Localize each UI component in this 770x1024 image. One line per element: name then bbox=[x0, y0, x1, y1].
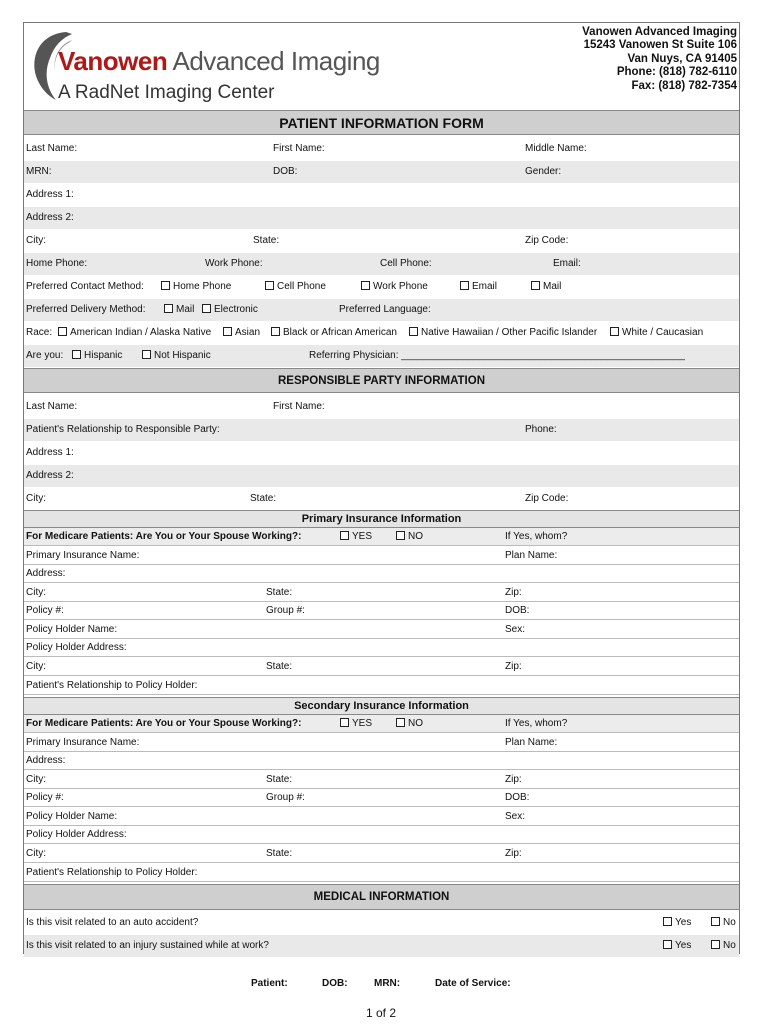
gender-field[interactable]: Gender: bbox=[525, 166, 562, 177]
insurance-zip-field[interactable]: Zip: bbox=[505, 587, 522, 598]
race-row bbox=[24, 322, 739, 344]
holder-city-field[interactable]: City: bbox=[26, 848, 46, 859]
first-name-field[interactable]: First Name: bbox=[273, 143, 325, 154]
patient-id-row bbox=[24, 161, 739, 183]
holder-name-field[interactable]: Policy Holder Name: bbox=[26, 811, 118, 822]
contact-home-phone-checkbox[interactable] bbox=[161, 276, 231, 298]
checkbox-icon bbox=[396, 718, 405, 727]
insurance-name-field[interactable]: Primary Insurance Name: bbox=[26, 550, 140, 561]
email-field[interactable]: Email: bbox=[553, 258, 581, 269]
home-phone-field[interactable]: Home Phone: bbox=[26, 258, 88, 269]
primary-insurance-title: Primary Insurance Information bbox=[24, 510, 739, 528]
auto-accident-no-checkbox[interactable] bbox=[711, 912, 736, 934]
holder-relationship-field[interactable]: Patient's Relationship to Policy Holder: bbox=[26, 680, 198, 691]
logo-name-part2: Advanced Imaging bbox=[172, 46, 380, 76]
delivery-method-row bbox=[24, 299, 739, 321]
insurance-state-field[interactable]: State: bbox=[266, 587, 293, 598]
medical-info-title: MEDICAL INFORMATION bbox=[24, 884, 739, 910]
insurance-address-field[interactable]: Address: bbox=[26, 568, 66, 579]
option-label: Cell Phone bbox=[277, 281, 326, 292]
plan-name-field[interactable]: Plan Name: bbox=[505, 550, 558, 561]
work-injury-question: Is this visit related to an injury sustained while at work? bbox=[26, 940, 269, 951]
checkbox-icon bbox=[202, 304, 211, 313]
address2-field[interactable]: Address 2: bbox=[26, 212, 74, 223]
secondary-relationship-row bbox=[24, 863, 739, 882]
medicare-question: For Medicare Patients: Are You or Your Spouse Working?: bbox=[26, 718, 302, 729]
zip-field[interactable]: Zip Code: bbox=[525, 235, 569, 246]
checkbox-icon bbox=[58, 327, 67, 336]
delivery-method-label: Preferred Delivery Method: bbox=[26, 304, 146, 315]
dob-field[interactable]: DOB: bbox=[273, 166, 298, 177]
race-label: Race: bbox=[26, 327, 53, 338]
language-field[interactable]: Preferred Language: bbox=[339, 304, 431, 315]
checkbox-icon bbox=[663, 917, 672, 926]
footer-mrn: MRN: bbox=[374, 978, 401, 989]
holder-dob-field[interactable]: DOB: bbox=[505, 792, 530, 803]
option-label: NO bbox=[408, 718, 423, 729]
option-label: Home Phone bbox=[173, 281, 232, 292]
secondary-policy-row bbox=[24, 789, 739, 807]
holder-sex-field[interactable]: Sex: bbox=[505, 811, 526, 822]
checkbox-icon bbox=[460, 281, 469, 290]
footer-dob: DOB: bbox=[322, 978, 348, 989]
holder-city-field[interactable]: City: bbox=[26, 661, 46, 672]
work-phone-field[interactable]: Work Phone: bbox=[205, 258, 263, 269]
contact-work-phone-checkbox[interactable] bbox=[361, 276, 428, 298]
rp-city-field[interactable]: City: bbox=[26, 493, 46, 504]
insurance-city-field[interactable]: City: bbox=[26, 774, 46, 785]
checkbox-icon bbox=[271, 327, 280, 336]
holder-relationship-field[interactable]: Patient's Relationship to Policy Holder: bbox=[26, 867, 198, 878]
holder-zip-field[interactable]: Zip: bbox=[505, 661, 522, 672]
checkbox-icon bbox=[409, 327, 418, 336]
address1-field[interactable]: Address 1: bbox=[26, 189, 74, 200]
if-yes-whom-field[interactable]: If Yes, whom? bbox=[505, 531, 568, 542]
race-option-checkbox[interactable] bbox=[271, 322, 397, 344]
auto-accident-yes-checkbox[interactable] bbox=[663, 912, 691, 934]
checkbox-icon bbox=[142, 350, 151, 359]
address-line: Vanowen Advanced Imaging bbox=[582, 26, 737, 38]
policy-number-field[interactable]: Policy #: bbox=[26, 792, 64, 803]
rp-address1-field[interactable]: Address 1: bbox=[26, 447, 74, 458]
primary-holder-city-row bbox=[24, 657, 739, 676]
checkbox-icon bbox=[396, 531, 405, 540]
work-injury-yes-checkbox[interactable] bbox=[663, 935, 691, 957]
mrn-field[interactable]: MRN: bbox=[26, 166, 52, 177]
city-field[interactable]: City: bbox=[26, 235, 46, 246]
group-number-field[interactable]: Group #: bbox=[266, 605, 305, 616]
responsible-city-row bbox=[24, 488, 739, 510]
secondary-name-row bbox=[24, 733, 739, 752]
company-logo bbox=[26, 26, 380, 110]
contact-email-checkbox[interactable] bbox=[460, 276, 497, 298]
rp-first-name-field[interactable]: First Name: bbox=[273, 401, 325, 412]
primary-yes-checkbox[interactable] bbox=[340, 528, 372, 546]
primary-medicare-row bbox=[24, 528, 739, 546]
hispanic-checkbox[interactable] bbox=[72, 345, 122, 367]
option-label: American Indian / Alaska Native bbox=[70, 327, 212, 338]
address-line: 15243 Vanowen St Suite 106 bbox=[583, 39, 737, 52]
contact-cell-phone-checkbox[interactable] bbox=[265, 276, 326, 298]
checkbox-icon bbox=[340, 718, 349, 727]
holder-zip-field[interactable]: Zip: bbox=[505, 848, 522, 859]
option-label: No bbox=[723, 917, 736, 928]
state-field[interactable]: State: bbox=[253, 235, 280, 246]
secondary-city-row bbox=[24, 770, 739, 789]
holder-sex-field[interactable]: Sex: bbox=[505, 624, 526, 635]
option-label: NO bbox=[408, 531, 423, 542]
option-label: Electronic bbox=[214, 304, 258, 315]
checkbox-icon bbox=[265, 281, 274, 290]
work-injury-no-checkbox[interactable] bbox=[711, 935, 736, 957]
address1-row bbox=[24, 184, 739, 206]
primary-policy-row bbox=[24, 602, 739, 620]
rp-last-name-field[interactable]: Last Name: bbox=[26, 401, 78, 412]
option-label: Yes bbox=[675, 917, 692, 928]
primary-holder-row bbox=[24, 620, 739, 639]
primary-holder-address-row bbox=[24, 639, 739, 657]
policy-number-field[interactable]: Policy #: bbox=[26, 605, 64, 616]
option-label: Mail bbox=[176, 304, 195, 315]
logo-name-part1: Vanowen bbox=[58, 46, 168, 76]
auto-accident-question: Is this visit related to an auto accident? bbox=[26, 917, 199, 928]
cell-phone-field[interactable]: Cell Phone: bbox=[380, 258, 432, 269]
holder-address-field[interactable]: Policy Holder Address: bbox=[26, 829, 127, 840]
logo-name bbox=[58, 46, 380, 77]
insurance-address-field[interactable]: Address: bbox=[26, 755, 66, 766]
option-label: Email bbox=[472, 281, 498, 292]
primary-address-row bbox=[24, 565, 739, 583]
checkbox-icon bbox=[223, 327, 232, 336]
address-line: Phone: (818) 782-6110 bbox=[616, 66, 737, 79]
option-label: Yes bbox=[675, 940, 692, 951]
rp-state-field[interactable]: State: bbox=[250, 493, 277, 504]
logo-tagline: A RadNet Imaging Center bbox=[58, 82, 275, 103]
contact-method-row bbox=[24, 276, 739, 298]
rp-relationship-field[interactable]: Patient's Relationship to Responsible Party: bbox=[26, 424, 220, 435]
contact-method-label: Preferred Contact Method: bbox=[26, 281, 144, 292]
option-label: Hispanic bbox=[84, 350, 123, 361]
middle-name-field[interactable]: Middle Name: bbox=[525, 143, 587, 154]
secondary-insurance-title: Secondary Insurance Information bbox=[24, 697, 739, 715]
checkbox-icon bbox=[711, 917, 720, 926]
medicare-question: For Medicare Patients: Are You or Your Spouse Working?: bbox=[26, 531, 302, 542]
race-option-checkbox[interactable] bbox=[58, 322, 211, 344]
checkbox-icon bbox=[711, 940, 720, 949]
secondary-holder-row bbox=[24, 807, 739, 826]
checkbox-icon bbox=[610, 327, 619, 336]
auto-accident-row bbox=[24, 912, 739, 934]
option-label: Native Hawaiian / Other Pacific Islander bbox=[421, 327, 598, 338]
option-label: YES bbox=[352, 531, 373, 542]
insurance-state-field[interactable]: State: bbox=[266, 774, 293, 785]
responsible-address2-row bbox=[24, 465, 739, 487]
checkbox-icon bbox=[531, 281, 540, 290]
option-label: Mail bbox=[543, 281, 562, 292]
footer-date-of-service: Date of Service: bbox=[435, 978, 511, 989]
contact-mail-checkbox[interactable] bbox=[531, 276, 561, 298]
responsible-name-row bbox=[24, 396, 739, 418]
race-option-checkbox[interactable] bbox=[223, 322, 260, 344]
insurance-name-field[interactable]: Primary Insurance Name: bbox=[26, 737, 140, 748]
patient-info-title: PATIENT INFORMATION FORM bbox=[24, 110, 739, 135]
address2-row bbox=[24, 207, 739, 229]
patient-name-row bbox=[24, 138, 739, 160]
secondary-holder-address-row bbox=[24, 826, 739, 844]
primary-relationship-row bbox=[24, 676, 739, 695]
option-label: Not Hispanic bbox=[154, 350, 211, 361]
checkbox-icon bbox=[161, 281, 170, 290]
secondary-yes-checkbox[interactable] bbox=[340, 715, 372, 733]
primary-name-row bbox=[24, 546, 739, 565]
holder-state-field[interactable]: State: bbox=[266, 848, 293, 859]
race-option-checkbox[interactable] bbox=[610, 322, 703, 344]
if-yes-whom-field[interactable]: If Yes, whom? bbox=[505, 718, 568, 729]
plan-name-field[interactable]: Plan Name: bbox=[505, 737, 558, 748]
page-number: 1 of 2 bbox=[366, 1006, 397, 1020]
checkbox-icon bbox=[164, 304, 173, 313]
checkbox-icon bbox=[361, 281, 370, 290]
primary-city-row bbox=[24, 583, 739, 602]
holder-name-field[interactable]: Policy Holder Name: bbox=[26, 624, 118, 635]
insurance-zip-field[interactable]: Zip: bbox=[505, 774, 522, 785]
rp-zip-field[interactable]: Zip Code: bbox=[525, 493, 569, 504]
city-row bbox=[24, 230, 739, 252]
clinic-address bbox=[582, 26, 737, 93]
option-label: Work Phone bbox=[373, 281, 428, 292]
option-label: YES bbox=[352, 718, 373, 729]
delivery-mail-checkbox[interactable] bbox=[164, 299, 194, 321]
secondary-no-checkbox[interactable] bbox=[396, 715, 423, 733]
checkbox-icon bbox=[340, 531, 349, 540]
phone-row bbox=[24, 253, 739, 275]
ethnicity-row bbox=[24, 345, 739, 367]
holder-address-field[interactable]: Policy Holder Address: bbox=[26, 642, 127, 653]
option-label: No bbox=[723, 940, 736, 951]
rp-address2-field[interactable]: Address 2: bbox=[26, 470, 74, 481]
holder-dob-field[interactable]: DOB: bbox=[505, 605, 530, 616]
responsible-address1-row bbox=[24, 442, 739, 464]
holder-state-field[interactable]: State: bbox=[266, 661, 293, 672]
not-hispanic-checkbox[interactable] bbox=[142, 345, 211, 367]
insurance-city-field[interactable]: City: bbox=[26, 587, 46, 598]
address-line: Van Nuys, CA 91405 bbox=[627, 52, 737, 65]
responsible-relationship-row bbox=[24, 419, 739, 441]
ethnicity-label: Are you: bbox=[26, 350, 64, 361]
option-label: White / Caucasian bbox=[622, 327, 704, 338]
last-name-field[interactable]: Last Name: bbox=[26, 143, 78, 154]
address-line: Fax: (818) 782-7354 bbox=[631, 79, 737, 92]
delivery-electronic-checkbox[interactable] bbox=[202, 299, 258, 321]
option-label: Black or African American bbox=[283, 327, 397, 338]
group-number-field[interactable]: Group #: bbox=[266, 792, 305, 803]
race-option-checkbox[interactable] bbox=[409, 322, 597, 344]
secondary-address-row bbox=[24, 752, 739, 770]
primary-no-checkbox[interactable] bbox=[396, 528, 423, 546]
checkbox-icon bbox=[663, 940, 672, 949]
option-label: Asian bbox=[235, 327, 261, 338]
responsible-party-title: RESPONSIBLE PARTY INFORMATION bbox=[24, 368, 739, 393]
secondary-holder-city-row bbox=[24, 844, 739, 863]
footer-patient: Patient: bbox=[251, 978, 288, 989]
referring-physician-field[interactable]: Referring Physician: ___________________________________________________ bbox=[309, 350, 685, 361]
checkbox-icon bbox=[72, 350, 81, 359]
secondary-medicare-row bbox=[24, 715, 739, 733]
work-injury-row bbox=[24, 935, 739, 957]
rp-phone-field[interactable]: Phone: bbox=[525, 424, 557, 435]
